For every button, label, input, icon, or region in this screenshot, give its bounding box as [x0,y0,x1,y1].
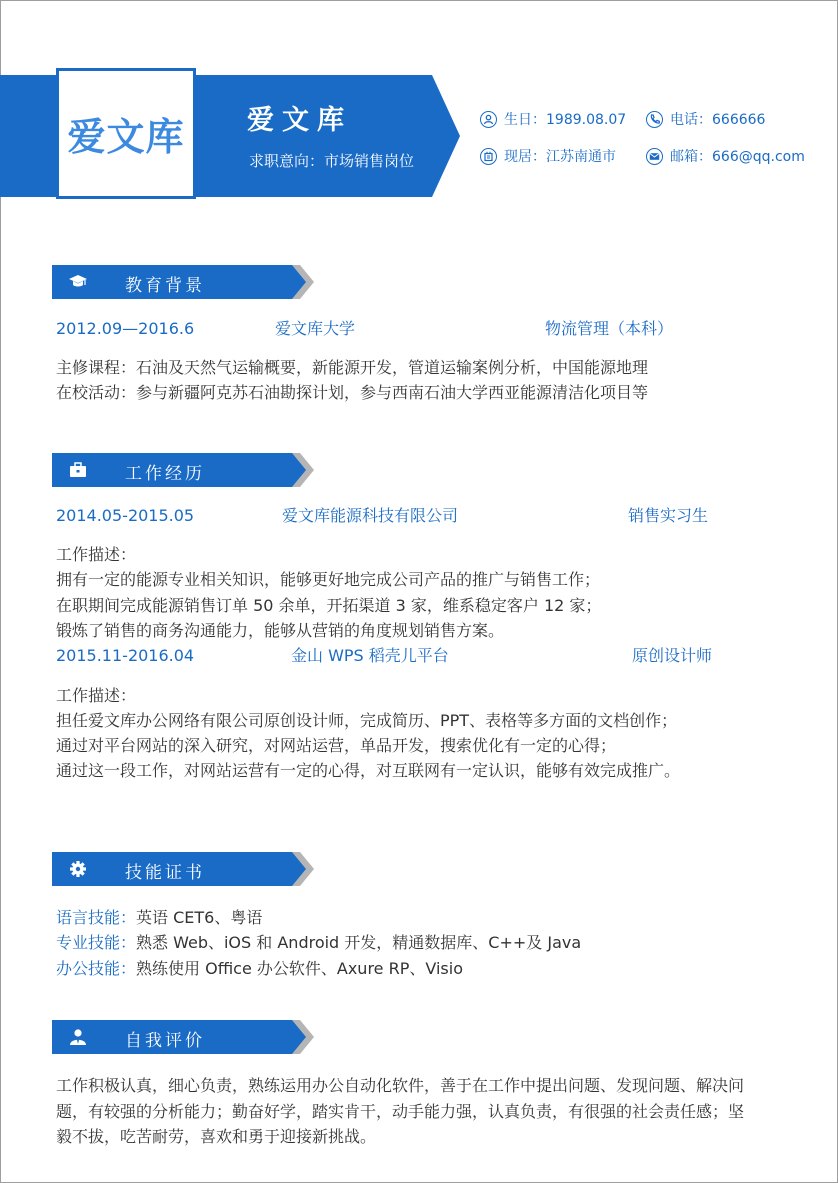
mail-icon [646,148,663,165]
education-major: 物流管理（本科） [545,319,674,338]
job-intent: 求职意向：市场销售岗位 [249,152,415,170]
profile-photo [56,68,196,199]
person-icon [480,111,497,128]
job-role: 销售实习生 [628,506,709,525]
job-desc-line: 在职期间完成能源销售订单 50 余单，开拓渠道 3 家，维系稳定客户 12 家； [56,596,602,615]
section-header-self [52,1020,314,1054]
education-school: 爱文库大学 [275,319,356,338]
briefcase-icon [68,461,88,479]
education-period: 2012.09—2016.6 [56,319,195,338]
info-birth-text: 生日：1989.08.07 [504,112,627,128]
section-header-work [52,453,314,487]
graduation-cap-icon [68,273,88,291]
info-email [646,146,805,166]
info-phone [646,109,765,129]
skill-value: 熟练使用 Office 办公软件、Axure RP、Visio [136,959,463,978]
job-desc-line: 通过对平台网站的深入研究，对网站运营，单品开发，搜索优化有一定的心得； [56,736,617,755]
section-header-education [52,265,314,299]
phone-icon [646,111,663,128]
section-header-skills [52,852,314,886]
skill-label: 专业技能： [56,933,137,952]
self-eval-line: 工作积极认真，细心负责，熟练运用办公自动化软件，善于在工作中提出问题、发现问题、解决问 [56,1076,745,1095]
skill-label: 语言技能： [56,908,137,927]
job-period: 2015.11-2016.04 [56,646,195,665]
section-title: 技能证书 [125,863,205,883]
section-title: 工作经历 [125,464,205,484]
info-residence [480,146,616,166]
skill-value: 熟悉 Web、iOS 和 Android 开发，精通数据库、C++及 Java [136,933,582,952]
info-birth [480,109,626,129]
info-email-text: 邮箱：666@qq.com [670,149,805,165]
job-period: 2014.05-2015.05 [56,506,195,525]
skill-item [56,959,463,979]
candidate-name: 爱文库 [247,105,352,136]
job-company: 爱文库能源科技有限公司 [282,506,459,525]
job-desc-line: 通过这一段工作，对网站运营有一定的心得，对互联网有一定认识，能够有效完成推广。 [56,761,681,780]
self-eval-line: 毅不拔，吃苦耐劳，喜欢和勇于迎接新挑战。 [56,1127,377,1146]
section-title: 教育背景 [125,276,205,296]
job-role: 原创设计师 [632,646,713,665]
education-line: 在校活动：参与新疆阿克苏石油勘探计划，参与西南石油大学西亚能源清洁化项目等 [56,383,649,402]
skill-value: 英语 CET6、粤语 [136,908,263,927]
user-icon [68,1028,88,1046]
info-residence-text: 现居：江苏南通市 [504,149,616,165]
skill-item [56,933,581,953]
building-icon [480,148,497,165]
job-company: 金山 WPS 稻壳儿平台 [291,646,449,665]
gear-icon [68,860,88,878]
info-phone-text: 电话：666666 [670,112,766,128]
skill-label: 办公技能： [56,959,137,978]
photo-placeholder-text: 爱文库 [67,115,185,159]
job-desc-line: 锻炼了销售的商务沟通能力，能够从营销的角度规划销售方案。 [56,621,505,640]
self-eval-line: 题，有较强的分析能力；勤奋好学，踏实肯干，动手能力强，认真负责，有很强的社会责任感；坚 [56,1102,745,1121]
job-desc-line: 拥有一定的能源专业相关知识，能够更好地完成公司产品的推广与销售工作； [56,570,601,589]
skill-item [56,908,262,928]
job-desc-line: 担任爱文库办公网络有限公司原创设计师，完成简历、PPT、表格等多方面的文档创作； [56,711,678,730]
section-title: 自我评价 [125,1031,205,1051]
job-desc-label: 工作描述： [56,545,137,564]
job-desc-label: 工作描述： [56,686,137,705]
education-line: 主修课程：石油及天然气运输概要，新能源开发，管道运输案例分析，中国能源地理 [56,358,649,377]
